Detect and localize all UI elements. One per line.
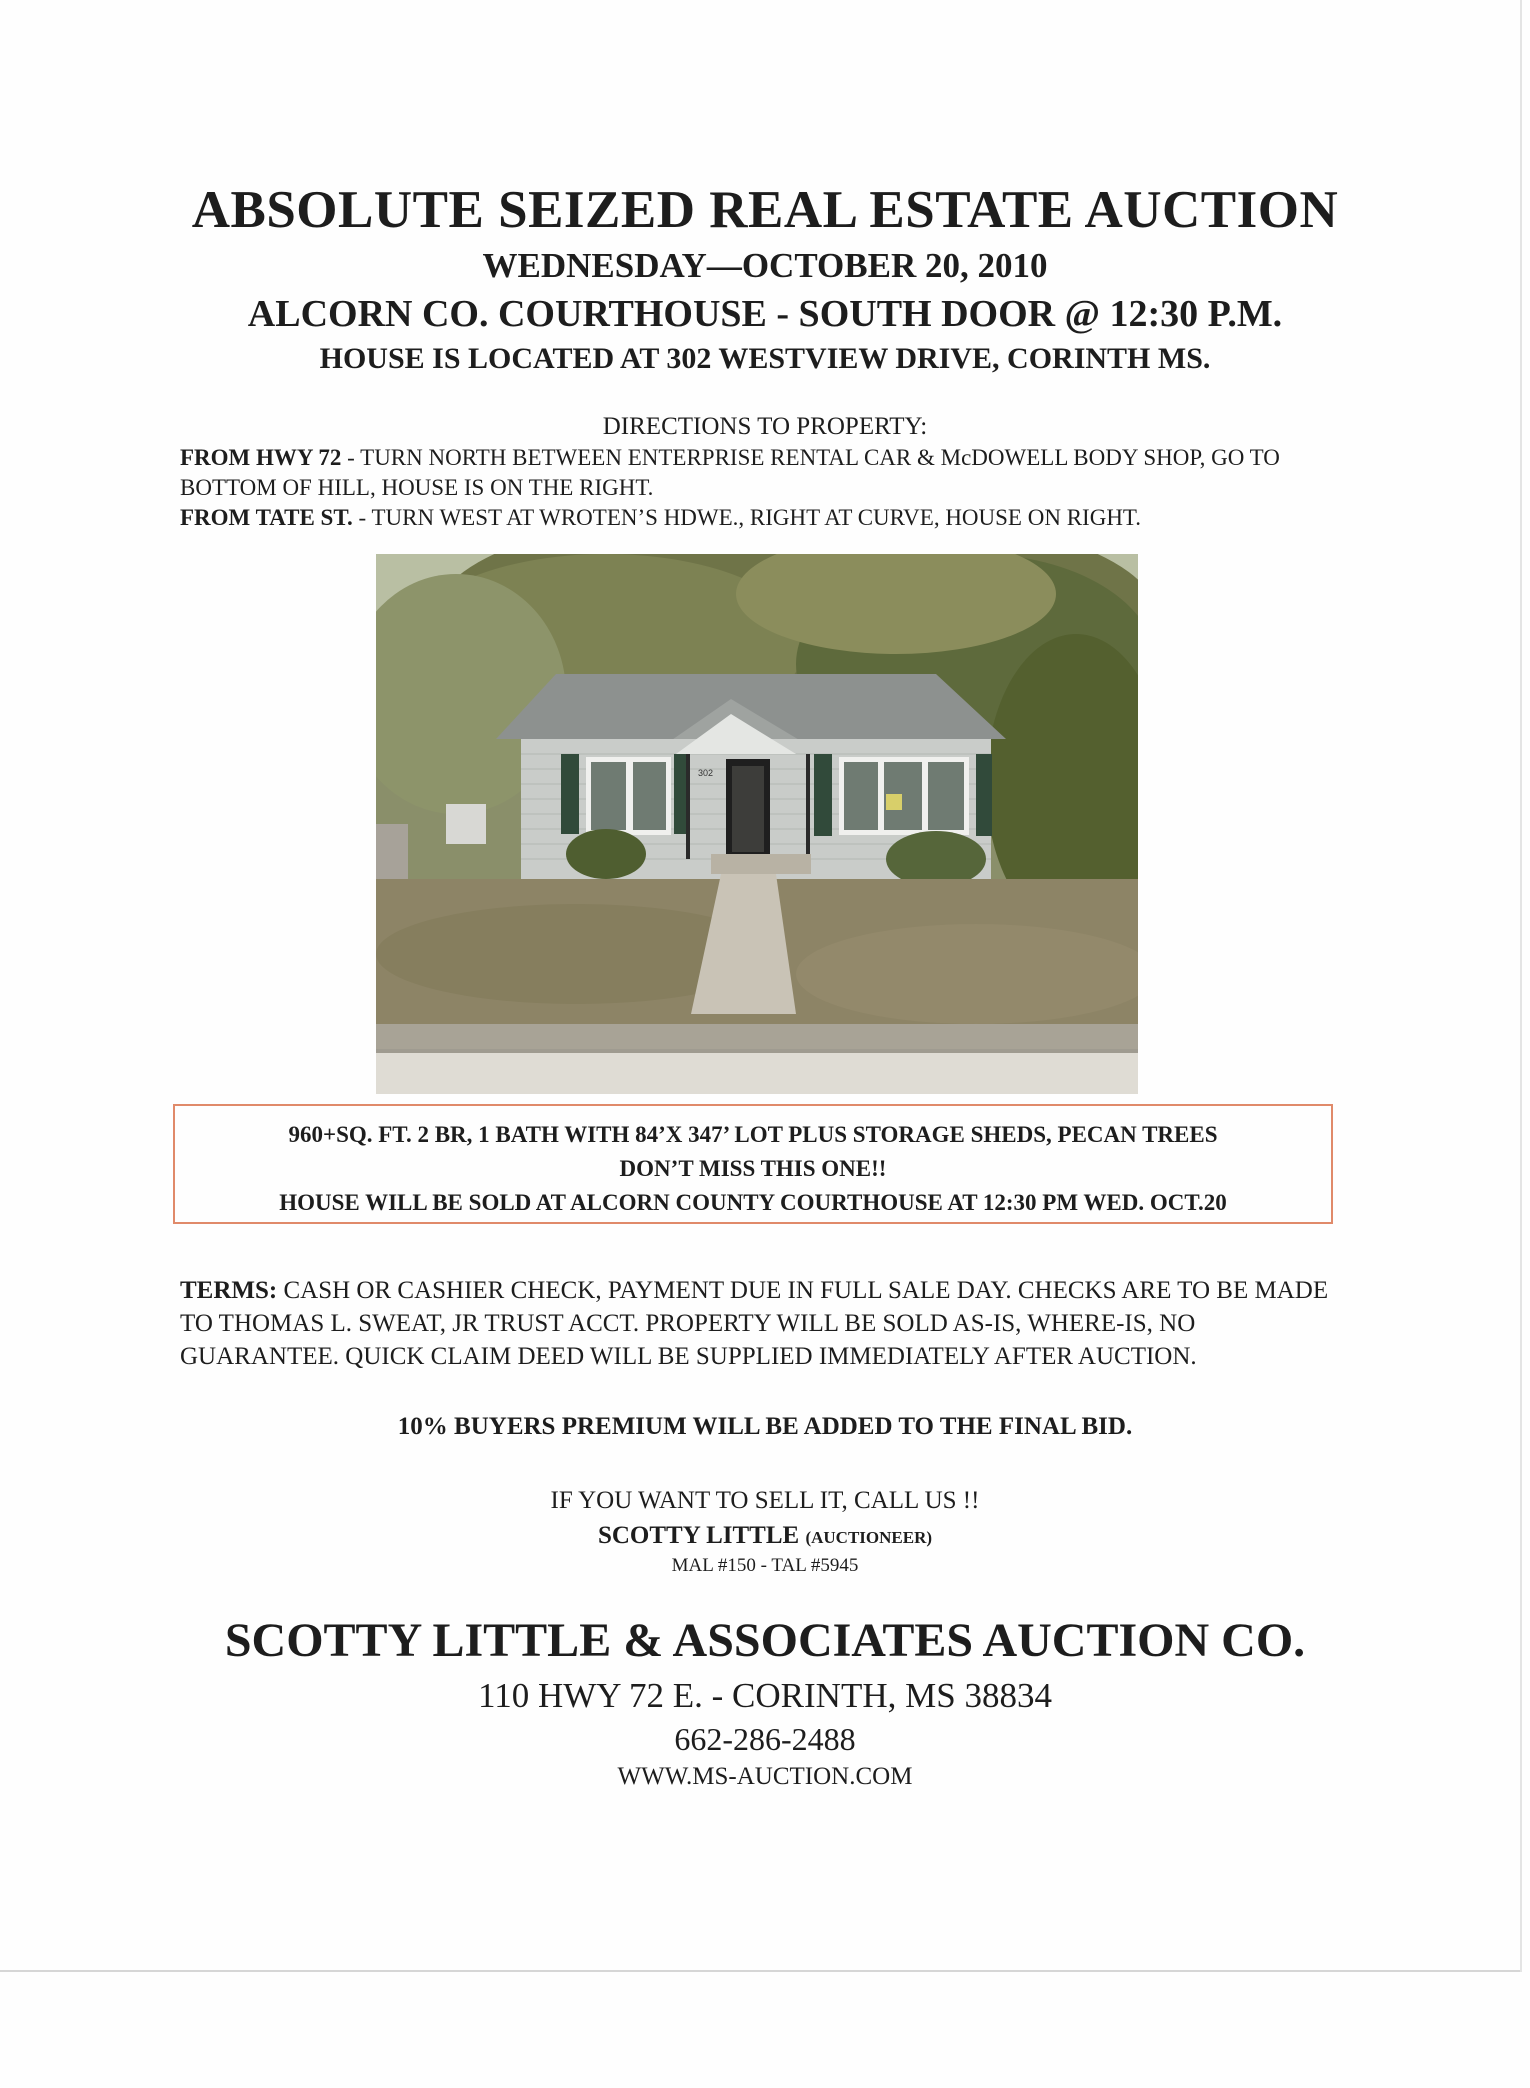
highlight-line: DON’T MISS THIS ONE!! (619, 1156, 887, 1181)
sell-callout: IF YOU WANT TO SELL IT, CALL US !! (550, 1487, 980, 1514)
company-address: 110 HWY 72 E. - CORINTH, MS 38834 (478, 1676, 1052, 1715)
auctioneer-line (0, 1522, 1530, 1550)
auctioneer-role: (AUCTIONEER) (805, 1528, 933, 1547)
directions-route-tate (180, 503, 1380, 533)
property-highlights-box (173, 1104, 1333, 1224)
terms-paragraph (180, 1274, 1360, 1373)
company-phone: 662-286-2488 (674, 1721, 856, 1757)
scan-edge-bottom (0, 1970, 1520, 1972)
auctioneer-name: SCOTTY LITTLE (597, 1522, 806, 1549)
route-text: - TURN WEST AT WROTEN’S HDWE., RIGHT AT CURVE, HOUSE ON RIGHT. (352, 505, 1142, 530)
property-address: HOUSE IS LOCATED AT 302 WESTVIEW DRIVE, CORINTH MS. (319, 342, 1211, 375)
company-website: WWW.MS-AUCTION.COM (617, 1763, 913, 1790)
buyers-premium: 10% BUYERS PREMIUM WILL BE ADDED TO THE FINAL BID. (397, 1413, 1133, 1440)
directions-route-hwy72 (180, 443, 1380, 503)
route-text: - TURN NORTH BETWEEN ENTERPRISE RENTAL CAR & McDOWELL BODY SHOP, GO TO BOTTOM OF HILL, HOUSE IS ON THE RIGHT. (180, 445, 1280, 500)
highlight-line: HOUSE WILL BE SOLD AT ALCORN COUNTY COURTHOUSE AT 12:30 PM WED. OCT.20 (279, 1190, 1227, 1215)
license-numbers: MAL #150 - TAL #5945 (671, 1555, 859, 1576)
route-label: FROM TATE ST. (180, 505, 353, 530)
company-name: SCOTTY LITTLE & ASSOCIATES AUCTION CO. (224, 1614, 1306, 1667)
directions-heading: DIRECTIONS TO PROPERTY: (602, 413, 928, 440)
highlight-line: 960+SQ. FT. 2 BR, 1 BATH WITH 84’X 347’ LOT PLUS STORAGE SHEDS, PECAN TREES (288, 1122, 1218, 1147)
route-label: FROM HWY 72 (180, 445, 342, 470)
house-number: 302 (698, 768, 714, 778)
auction-date: WEDNESDAY—OCTOBER 20, 2010 (482, 246, 1048, 285)
auction-location: ALCORN CO. COURTHOUSE - SOUTH DOOR @ 12:30 P.M. (247, 293, 1283, 335)
house-photo (376, 554, 1138, 1094)
terms-label: TERMS: (180, 1277, 278, 1304)
terms-text: CASH OR CASHIER CHECK, PAYMENT DUE IN FULL SALE DAY. CHECKS ARE TO BE MADE TO THOMAS L. SWEAT, JR TRUST ACCT. PROPERTY WILL BE SOLD AS-IS, WHERE-IS, NO GUARANTEE. QUICK CLAIM DEED WILL BE SUPPLIED IMMEDIATELY AFTER AUCTION. (180, 1277, 1329, 1370)
directions-block (180, 443, 1380, 533)
flyer-title: ABSOLUTE SEIZED REAL ESTATE AUCTION (191, 181, 1339, 239)
